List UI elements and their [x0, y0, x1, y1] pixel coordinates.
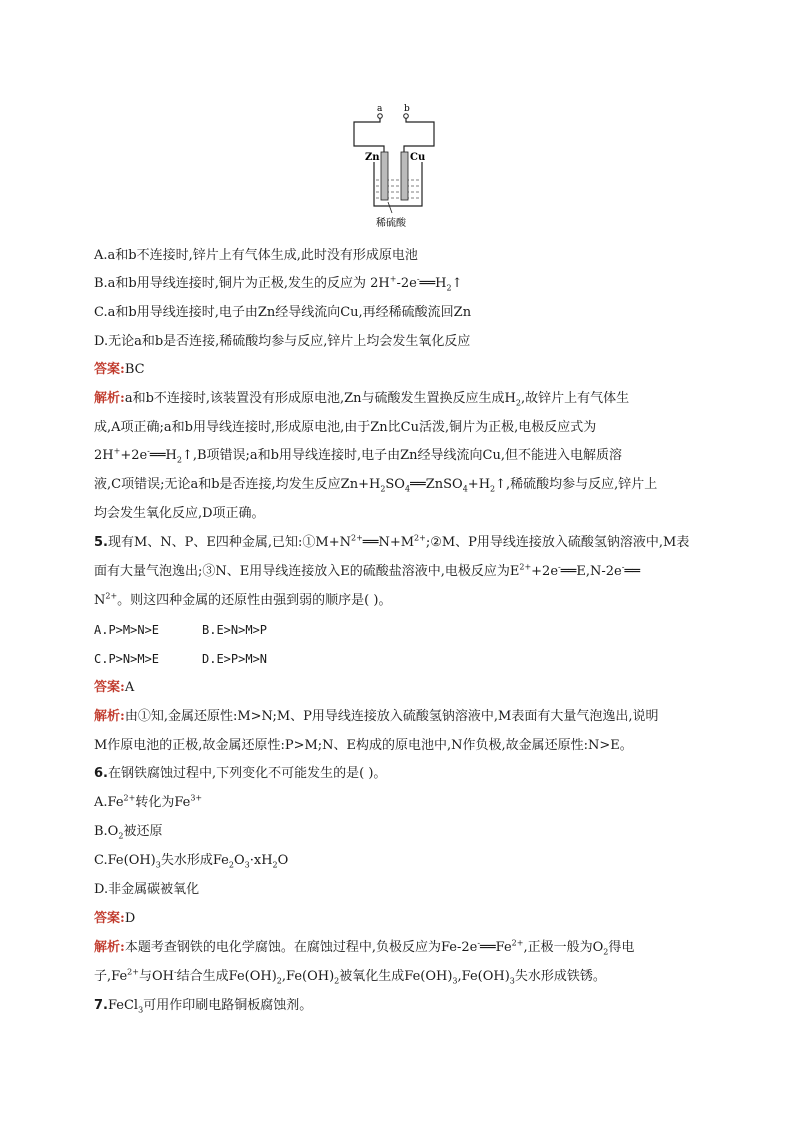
q5-stem-line-2: 面有大量气泡逸出;③N、E用导线连接放入E的硫酸盐溶液中,电极反应为$E^{2+}+2e^-══E,N-2e^-══$	[94, 562, 641, 579]
terminal-b-label: b	[404, 104, 410, 114]
q6-option-a: $A.Fe^{2+}$转化为$Fe^{3+}$	[94, 793, 203, 810]
q4-analysis-line-4: 液,C项错误;无论a和b是否连接,均发生反应$Zn+H_2SO_4══ZnSO_4+H_2↑$,稀硫酸均参与反应,锌片上	[94, 477, 658, 494]
q5-option-a: A.P>M>N>E	[94, 623, 160, 637]
q5-option-b: B.E>N>M>P	[202, 623, 268, 637]
terminal-b-node	[404, 114, 409, 119]
q4-option-c: C.a和b用导线连接时,电子由Zn经导线流向Cu,再经稀硫酸流回Zn	[94, 305, 472, 320]
cu-label: Cu	[410, 152, 426, 163]
galvanic-cell-figure	[340, 100, 460, 235]
q7-stem: 7.FeCl$_3$可用作印刷电路铜板腐蚀剂。	[94, 998, 313, 1015]
answer-label: 答案:	[94, 680, 125, 695]
q6-option-c: $C.Fe(OH)_3$失水形成$Fe_2O_3\cdot xH_2O$	[94, 853, 289, 870]
answer-label: 答案:	[94, 911, 125, 926]
analysis-label: 解析:	[94, 709, 125, 724]
terminal-a-label: a	[377, 104, 383, 114]
zn-label: Zn	[365, 152, 380, 163]
solution-label: 稀硫酸	[376, 218, 406, 229]
q4-analysis-line-3: $2H^++2e^-══H_2↑,B$项错误;a和b用导线连接时,电子由Zn经导线流向Cu,但不能进入电解质溶	[94, 446, 622, 465]
q4-answer: 答案:BC	[94, 362, 145, 377]
q5-number: 5.	[94, 535, 108, 550]
q4-analysis-line-5: 均会发生氧化反应,D项正确。	[94, 506, 265, 521]
q4-analysis-line-2: 成,A项正确;a和b用导线连接时,形成原电池,由于Zn比Cu活泼,铜片为正极,电极反应式为	[94, 420, 597, 435]
q6-option-d: D.非金属碳被氧化	[94, 882, 200, 897]
q6-stem: 6.在钢铁腐蚀过程中,下列变化不可能发生的是( )。	[94, 766, 387, 781]
q5-analysis-line-2: M作原电池的正极,故金属还原性:P>M;N、E构成的原电池中,N作负极,故金属还原性:N>E。	[94, 738, 633, 753]
q5-stem-line-3: $N^{2+}$。则这四种金属的还原性由强到弱的顺序是( )。	[94, 591, 392, 608]
q4-option-b: B.a和b用导线连接时,铜片为正极,发生的反应为 $2H^+-2e^-══H_2↑$	[94, 274, 463, 293]
q5-analysis-line-1: 解析:由①知,金属还原性:M>N;M、P用导线连接放入硫酸氢钠溶液中,M表面有大量气泡逸出,说明	[94, 709, 659, 724]
q6-number: 6.	[94, 766, 108, 781]
q6-answer: 答案:D	[94, 911, 136, 926]
cu-electrode	[401, 152, 408, 200]
q5-answer: 答案:A	[94, 680, 135, 695]
q4-option-d: D.无论a和b是否连接,稀硫酸均参与反应,锌片上均会发生氧化反应	[94, 334, 471, 349]
q4-option-a: A.a和b不连接时,锌片上有气体生成,此时没有形成原电池	[94, 248, 418, 263]
analysis-label: 解析:	[94, 391, 125, 406]
galvanic-cell-diagram	[340, 100, 460, 235]
zn-electrode	[381, 152, 388, 200]
q6-analysis-line-1: 解析:本题考查钢铁的电化学腐蚀。在腐蚀过程中,负极反应为$Fe-2e^-══Fe^{2+}$,正极一般为$O_2$得电	[94, 938, 635, 957]
q5-stem-line-1: 5.现有M、N、P、E四种金属,已知$:①M+N^{2+}══N+M^{2+};②M$、P用导线连接放入硫酸氢钠溶液中,M表	[94, 533, 690, 550]
q7-number: 7.	[94, 998, 108, 1013]
q5-option-d: D.E>P>M>N	[202, 652, 268, 666]
terminal-a-node	[378, 114, 383, 119]
analysis-label: 解析:	[94, 940, 125, 955]
q5-option-c: C.P>N>M>E	[94, 652, 160, 666]
solution-pointer	[388, 202, 392, 213]
q6-analysis-line-2: 子$,Fe^{2+}$与OH-结合生成$Fe(OH)_2,Fe(OH)_2$被氧化生成$Fe(OH)_3,Fe(OH)_3$失水形成铁锈。	[94, 967, 606, 986]
q6-option-b: $B.O_2$被还原	[94, 824, 163, 841]
q4-analysis-line-1: 解析:a和b不连接时,该装置没有形成原电池,Zn与硫酸发生置换反应生成$H_2$,故锌片上有气体生	[94, 391, 630, 408]
answer-label: 答案:	[94, 362, 125, 377]
